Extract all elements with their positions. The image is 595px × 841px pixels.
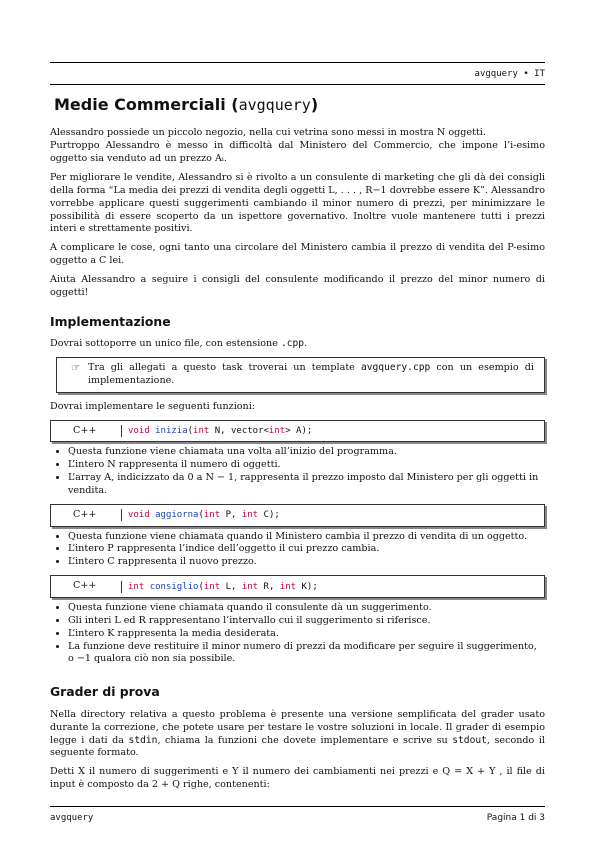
language-label: C++ [73, 580, 97, 592]
intro-paragraph-4: A complicare le cose, ogni tanto una circolare del Ministero cambia il prezzo di vendita del P-esimo oggetto a C lei. [50, 242, 545, 267]
list-item: • Questa funzione viene chiamata una volta all’inizio del programma. [68, 446, 545, 459]
signature-code: void aggiorna(int P, int C); [121, 509, 280, 521]
section-heading-implementazione: Implementazione [50, 313, 171, 329]
list-item: • L’intero N rappresenta il numero di oggetti. [68, 459, 545, 472]
template-note-box [56, 357, 545, 393]
header-rule [50, 62, 545, 63]
language-label: C++ [73, 424, 97, 436]
functions-intro: Dovrai implementare le seguenti funzioni: [50, 400, 256, 412]
list-item: • L’array A, indicizzato da 0 a N − 1, rappresenta il prezzo imposto dal Ministero per gli oggetti in vendita. [68, 472, 545, 498]
inizia-description-list [50, 446, 545, 497]
list-item: • Questa funzione viene chiamata quando il consulente dà un suggerimento. [68, 602, 545, 615]
main-content [50, 94, 545, 798]
consiglio-description-list [50, 602, 545, 666]
language-label: C++ [73, 508, 97, 520]
list-item: • Gli interi L ed R rappresentano l’intervallo cui il suggerimento si riferisce. [68, 615, 545, 628]
running-header: avgquery • IT [474, 69, 545, 79]
list-item: • La funzione deve restituire il minor numero di prezzi da modificare per seguire il suggerimento, o −1 qualora ciò non sia possibile. [68, 641, 545, 667]
section-heading-grader: Grader di prova [50, 684, 160, 700]
footer-task-name: avgquery [50, 813, 94, 823]
intro-line-2: Purtroppo Alessandro è messo in difficoltà dal Ministero del Commercio, che impone l’i-esimo oggetto sia venduto ad un prezzo Aᵢ. [50, 140, 545, 165]
list-item: • L’intero K rappresenta la media desiderata. [68, 628, 545, 641]
list-item: • Questa funzione viene chiamata quando il Ministero cambia il prezzo di vendita di un oggetto. [68, 531, 545, 544]
function-signature-aggiorna [50, 504, 545, 527]
intro-paragraph-5: Aiuta Alessandro a seguire i consigli del consulente modificando il prezzo del minor numero di oggetti! [50, 273, 545, 298]
list-item: • L’intero P rappresenta l’indice dell’oggetto il cui prezzo cambia. [68, 543, 545, 556]
intro-paragraph-3: Per migliorare le vendite, Alessandro si è rivolto a un consulente di marketing che gli dà dei consigli della forma “La media dei prezzi di vendita degli oggetti L, . . . , R−1 dovrebbe essere K”. Alessandro vorrebbe applicare questi suggerimenti cambiando il minor numero di prezzi, per minimizzare le possibilità di essere scoperto da un ispettore governativo. Inoltre vuole mantenere tutti i prezzi interi e strettamente positivi. [50, 171, 545, 235]
grader-paragraph-1: Nella directory relativa a questo problema è presente una versione semplificata del grader usato durante la correzione, che potete usare per testare le vostre soluzioni in locale. Il grader di esempio legge i dati da stdin, chiama la funzioni che dovete implementare e scrive su stdout, secondo il seguente formato. [50, 708, 545, 759]
page-title: Medie Commerciali (avgquery) [54, 95, 319, 114]
footer-rule [50, 806, 545, 807]
signature-code: void inizia(int N, vector<int> A); [121, 425, 312, 437]
grader-paragraph-2: Detti X il numero di suggerimenti e Y il numero dei cambiamenti nei prezzi e Q = X + Y , il file di input è composto da 2 + Q righe, contenenti: [50, 766, 545, 791]
file-instructions: Dovrai sottoporre un unico file, con estensione .cpp. [50, 338, 308, 350]
header-rule-bottom [50, 84, 545, 85]
intro-line-1: Alessandro possiede un piccolo negozio, nella cui vetrina sono messi in mostra N oggetti. [50, 127, 486, 139]
function-signature-inizia [50, 420, 545, 443]
function-signature-consiglio [50, 575, 545, 598]
aggiorna-description-list [50, 531, 545, 570]
signature-code: int consiglio(int L, int R, int K); [121, 581, 318, 593]
list-item: • L’intero C rappresenta il nuovo prezzo. [68, 556, 545, 569]
pointing-hand-icon: ☞ [71, 363, 80, 375]
footer-page-number: Pagina 1 di 3 [486, 813, 545, 823]
template-note-text: Tra gli allegati a questo task troverai un template avgquery.cpp con un esempio di implementazione. [87, 362, 534, 386]
